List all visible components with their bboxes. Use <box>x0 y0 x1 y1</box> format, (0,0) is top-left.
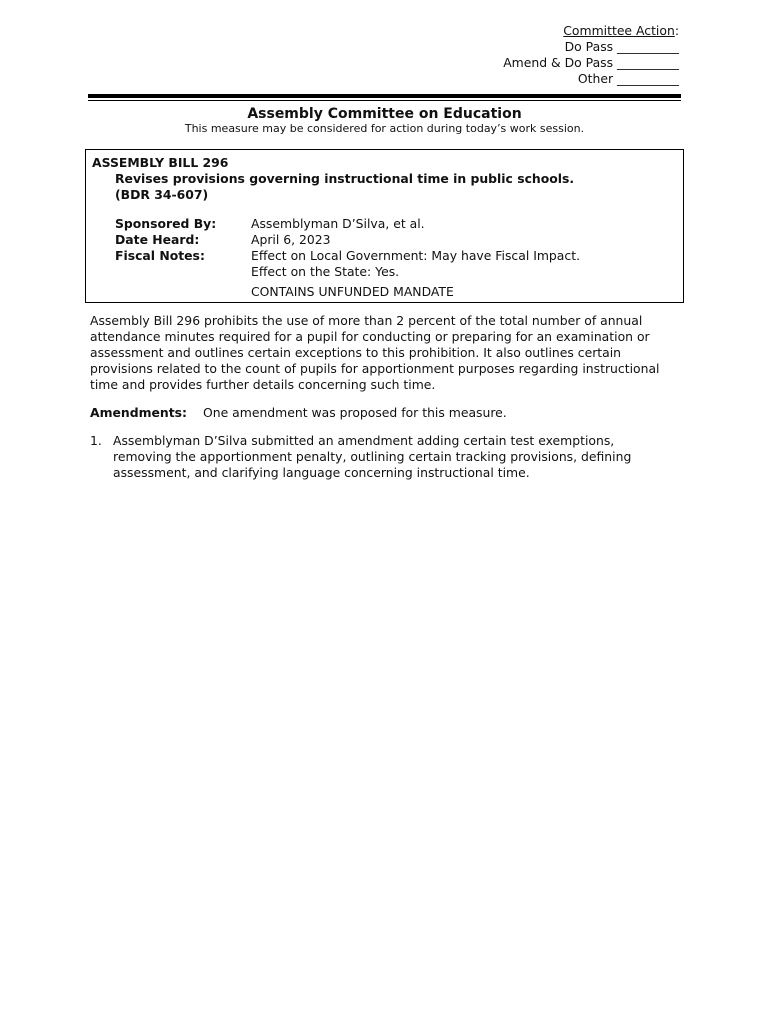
committee-action-block <box>419 23 679 87</box>
sponsored-by-value: Assemblyman D’Silva, et al. <box>251 216 425 231</box>
bill-title: Revises provisions governing instructional time in public schools. <box>115 171 575 186</box>
amendments-label: Amendments: <box>90 405 187 420</box>
other-line: Other __________ <box>577 71 679 86</box>
unfunded-mandate-note: CONTAINS UNFUNDED MANDATE <box>251 284 454 299</box>
committee-subtitle: This measure may be considered for action during today’s work session. <box>184 122 585 135</box>
amendments-text: One amendment was proposed for this measure. <box>203 405 507 420</box>
bill-info-box <box>85 149 684 303</box>
fiscal-state-value: Effect on the State: Yes. <box>251 264 400 279</box>
date-heard-label: Date Heard: <box>115 232 200 247</box>
committee-action-label: Committee Action <box>563 23 675 38</box>
committee-title: Assembly Committee on Education <box>247 106 522 122</box>
bill-number: ASSEMBLY BILL 296 <box>92 155 229 170</box>
fiscal-local-value: Effect on Local Government: May have Fiscal Impact. <box>251 248 581 263</box>
bill-bdr: (BDR 34-607) <box>115 187 209 202</box>
date-heard-value: April 6, 2023 <box>251 232 331 247</box>
bill-summary: Assembly Bill 296 prohibits the use of more than 2 percent of the total number of annual attendance minutes required for a pupil for conducting or preparing for an examination or assessment and outlines certain exceptions to this prohibition. It also outlines certain provisions related to the count of pupils for apportionment purposes regarding instructional time and provides further details concerning such time. <box>90 313 660 392</box>
do-pass-line: Do Pass __________ <box>564 39 679 54</box>
amendment-list <box>90 433 650 481</box>
header-rule-thin <box>88 100 681 101</box>
amendments-line <box>90 405 680 421</box>
header-rule-thick <box>88 94 681 98</box>
amendment-item <box>90 433 650 481</box>
amend-do-pass-line: Amend & Do Pass __________ <box>503 55 679 70</box>
amendment-number: 1. <box>90 433 102 448</box>
amendment-text: Assemblyman D’Silva submitted an amendment adding certain test exemptions, removing the apportionment penalty, outlining certain tracking provisions, defining assessment, and clarifying language concerning instructional time. <box>113 433 632 480</box>
committee-action-colon: : <box>674 23 679 38</box>
committee-action-heading <box>419 23 679 39</box>
fiscal-notes-label: Fiscal Notes: <box>115 248 205 263</box>
sponsored-by-label: Sponsored By: <box>115 216 217 231</box>
